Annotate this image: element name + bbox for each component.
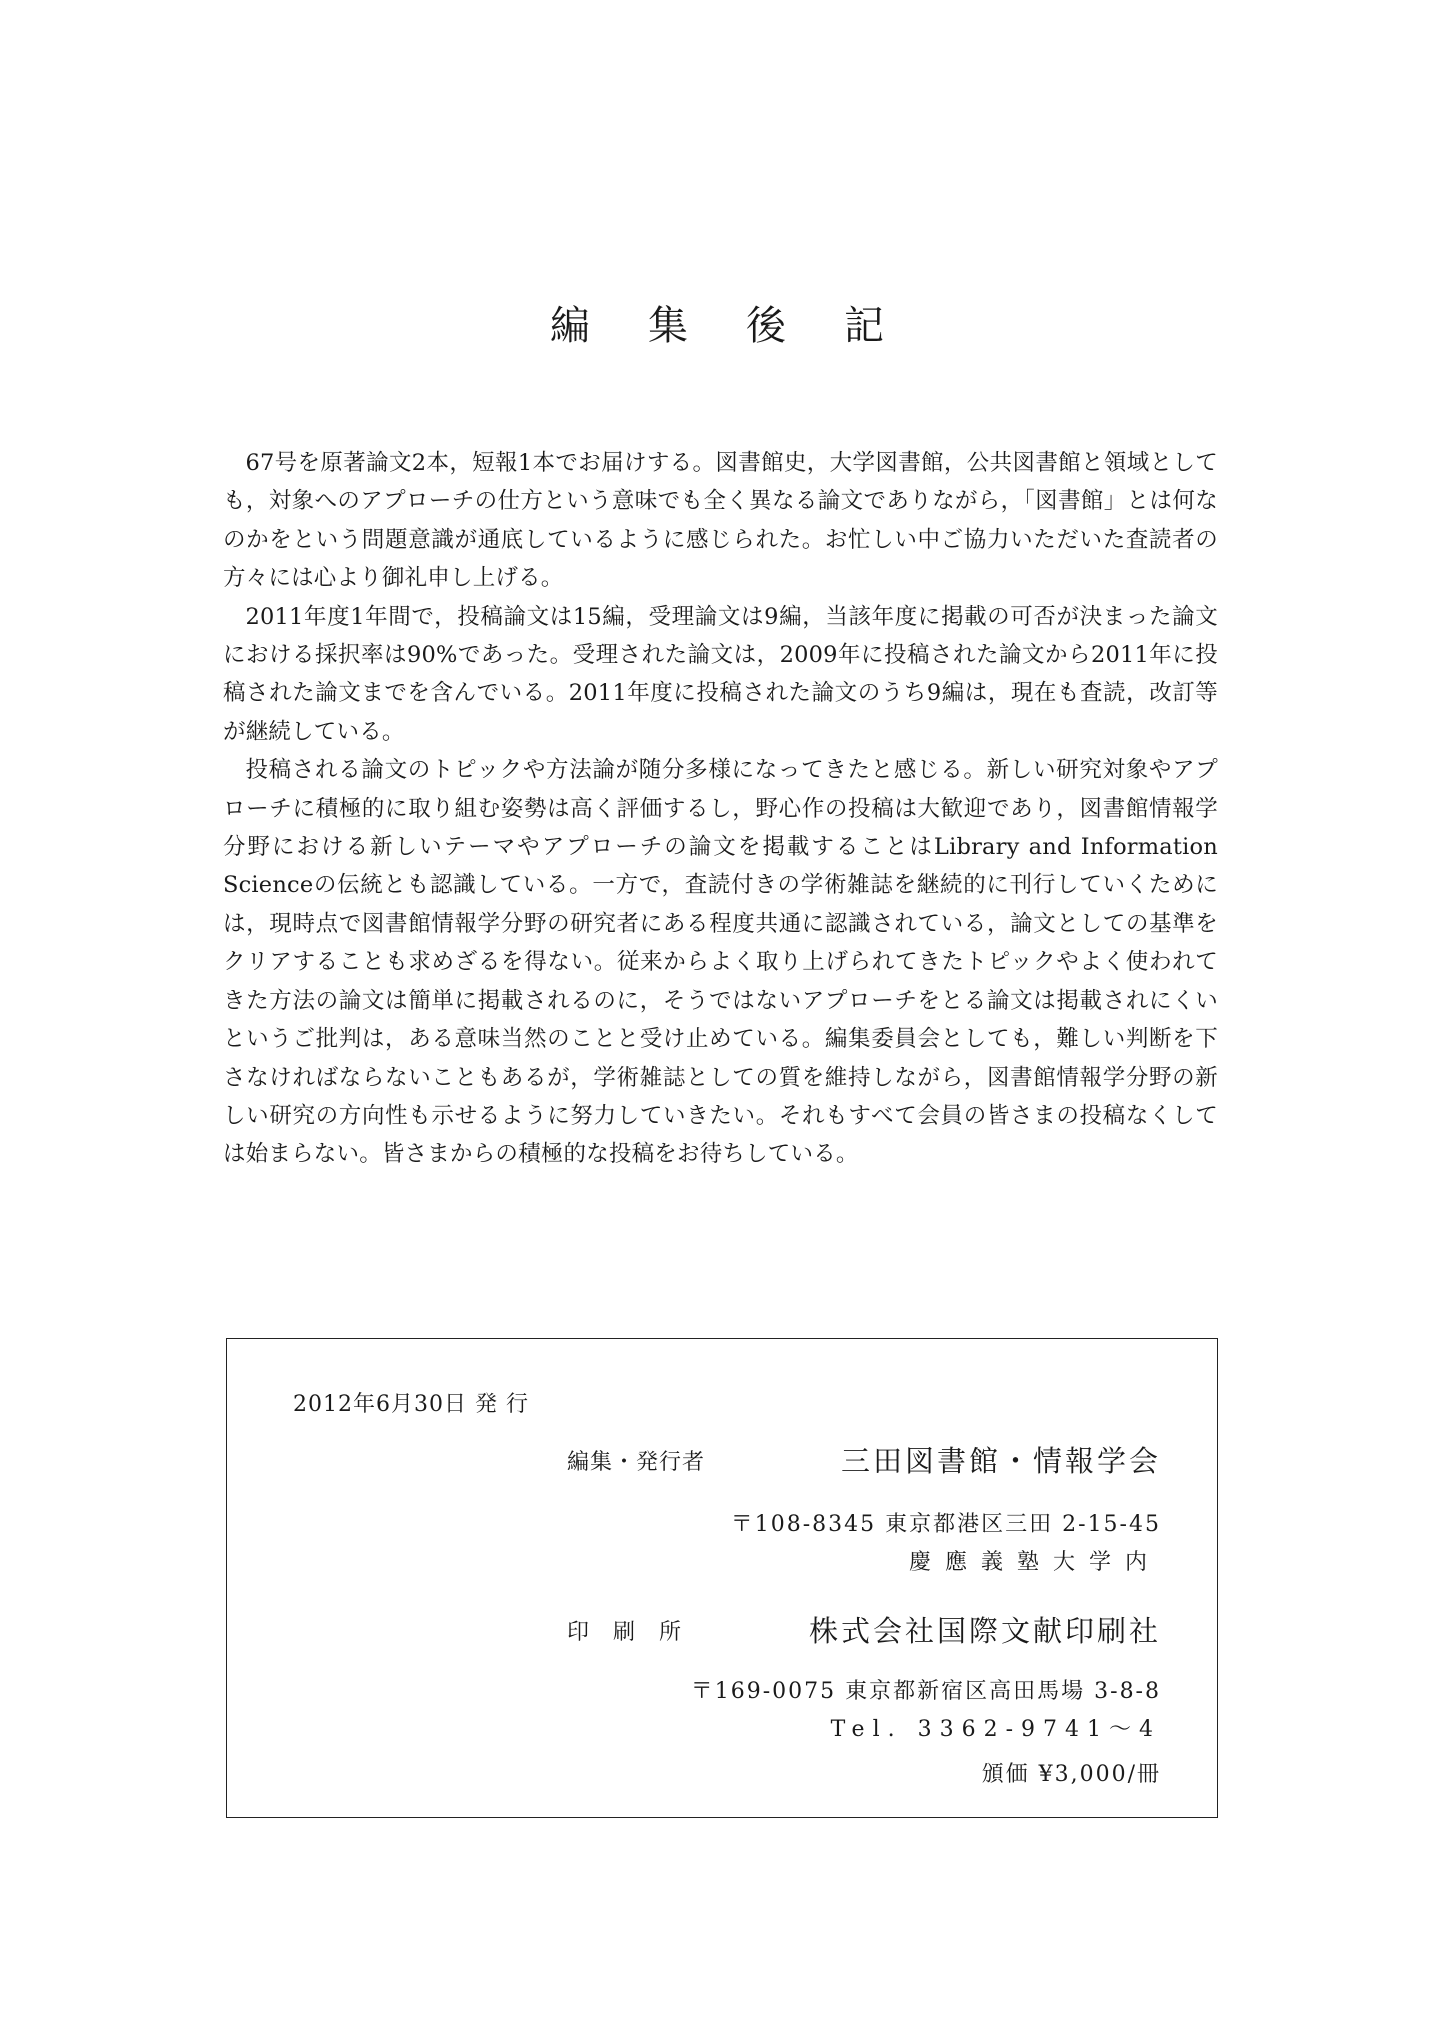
printer-tel: Tel. 3362-9741～4 xyxy=(830,1717,1161,1742)
colophon-box xyxy=(226,1338,1218,1818)
publisher-name-row xyxy=(841,1439,1161,1480)
printer-address-row xyxy=(691,1674,1161,1705)
publisher-label: 編集・発行者 xyxy=(567,1450,706,1475)
publisher-address: 〒108-8345 東京都港区三田 2-15-45 xyxy=(730,1512,1161,1537)
paragraph-2: 2011年度1年間で，投稿論文は15編，受理論文は9編，当該年度に掲載の可否が決まった論文における採択率は90%であった。受理された論文は，2009年に投稿された論文から2011年に投稿された論文までを含んでいる。2011年度に投稿された論文のうち9編は，現在も査読，改訂等が継続している。 xyxy=(223,603,1218,745)
publisher-address2-row xyxy=(909,1545,1161,1576)
publisher-address2: 慶應義塾大学内 xyxy=(908,1550,1161,1575)
page-title: 編集後記 xyxy=(550,303,942,349)
printer-label: 印 刷 所 xyxy=(567,1620,683,1645)
issue-date: 2012年6月30日 発 行 xyxy=(293,1392,529,1417)
price-row xyxy=(982,1757,1161,1788)
paragraph-3: 投稿される論文のトピックや方法論が随分多様になってきたと感じる。新しい研究対象やアプローチに積極的に取り組む姿勢は高く評価するし，野心作の投稿は大歓迎であり，図書館情報学分野における新しいテーマやアプローチの論文を掲載することはLibrary and Information Scienceの伝統とも認識している。一方で，査読付きの学術雑誌を継続的に刊行していくためには，現時点で図書館情報学分野の研究者にある程度共通に認識されている，論文としての基準をクリアすることも求めざるを得ない。従来からよく取り上げられてきたトピックやよく使われてきた方法の論文は簡単に掲載されるのに，そうではないアプローチをとる論文は掲載されにくいというご批判は，ある意味当然のことと受け止めている。編集委員会としても，難しい判断を下さなければならないこともあるが，学術雑誌としての質を維持しながら，図書館情報学分野の新しい研究の方向性も示せるように努力していきたい。それもすべて会員の皆さまの投稿なくしては始まらない。皆さまからの積極的な投稿をお待ちしている。 xyxy=(223,757,1218,1168)
printer-label-row xyxy=(567,1615,682,1646)
paragraph-1: 67号を原著論文2本，短報1本でお届けする。図書館史，大学図書館，公共図書館と領域としても，対象へのアプローチの仕方という意味でも全く異なる論文でありながら，「図書館」とは何なのかをという問題意識が通底しているように感じられた。お忙しい中ご協力いただいた査読者の方々には心より御礼申し上げる。 xyxy=(223,450,1218,592)
price: 頒価 ¥3,000/冊 xyxy=(981,1762,1161,1787)
publisher-label-row xyxy=(567,1445,705,1476)
editorial-body xyxy=(223,444,1218,1174)
printer-name: 株式会社国際文献印刷社 xyxy=(808,1614,1161,1648)
printer-name-row xyxy=(809,1609,1161,1650)
printer-tel-row xyxy=(831,1712,1161,1743)
publisher-name: 三田図書館・情報学会 xyxy=(840,1444,1161,1478)
publisher-address-row xyxy=(731,1507,1161,1538)
printer-address: 〒169-0075 東京都新宿区高田馬場 3-8-8 xyxy=(690,1679,1161,1704)
